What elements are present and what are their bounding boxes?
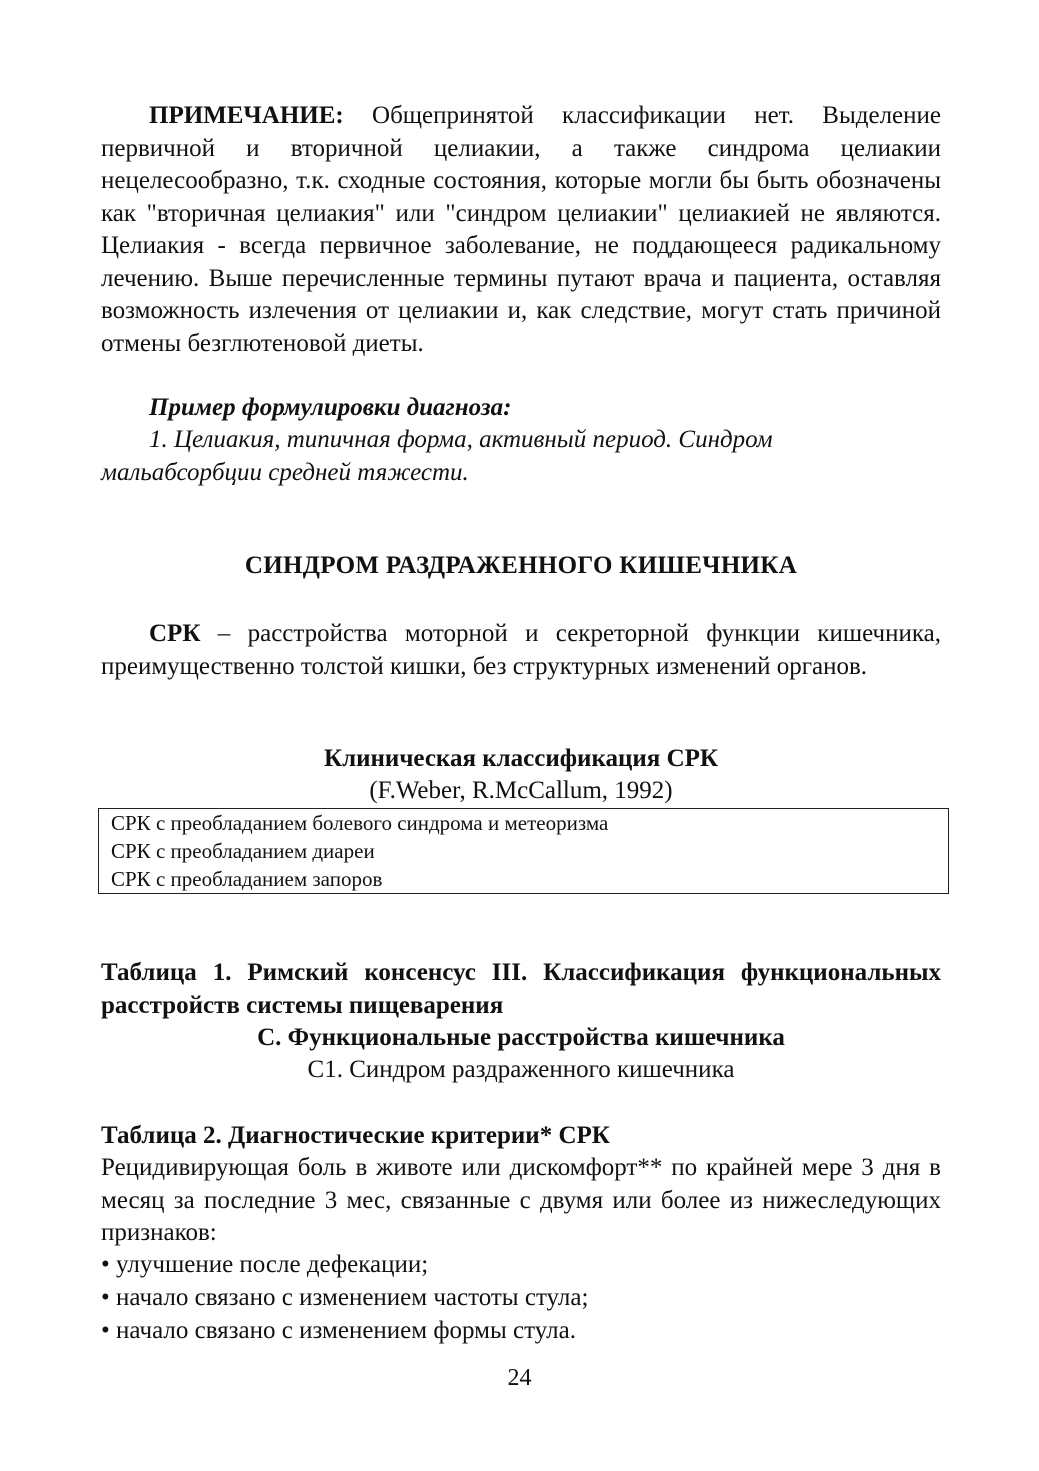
example-text: 1. Целиакия, типичная форма, активный период. Синдром мальабсорбции средней тяжести. <box>101 426 773 486</box>
criteria-bullet: • начало связано с изменением формы стула. <box>101 1315 941 1348</box>
note-text: Общепринятой классификации нет. Выделение первичной и вторичной целиакии, а также синдрома целиакии нецелесообразно, т.к. сходные состояния, которые могли бы быть обозначены как "вторичная целиакия" или "синдром целиакии" целиакией не являются. Целиакия - всегда первичное заболевание, не поддающееся радикальному лечению. Выше перечисленные термины путают врача и пациента, оставляя возможность излечения от целиакии и, как следствие, могут стать причиной отмены безглютеновой диеты. <box>101 102 941 357</box>
page-number: 24 <box>507 1365 532 1391</box>
criteria-bullet: • улучшение после дефекации; <box>101 1249 941 1282</box>
example-heading: Пример формулировки диагноза: <box>149 394 512 421</box>
note-paragraph <box>101 100 941 360</box>
classification-source: (F.Weber, R.McCallum, 1992) <box>369 777 673 804</box>
table2-text: Рецидивирующая боль в животе или дискомфорт** по крайней мере 3 дня в месяц за последние 3 мес, связанные с двумя или более из нижеследующих признаков: <box>101 1154 941 1246</box>
classification-title: Клиническая классификация СРК <box>323 745 719 772</box>
definition-text: – расстройства моторной и секреторной функции кишечника, преимущественно толстой кишки, без структурных изменений органов. <box>101 620 941 680</box>
section-title: СИНДРОМ РАЗДРАЖЕННОГО КИШЕЧНИКА <box>244 552 798 579</box>
table2-title: Таблица 2. Диагностические критерии* СРК <box>101 1122 610 1149</box>
classification-item: СРК с преобладанием болевого синдрома и метеоризма <box>111 811 609 835</box>
classification-box <box>98 808 949 894</box>
classification-item: СРК с преобладанием диареи <box>111 839 375 863</box>
table1-item: С1. Синдром раздраженного кишечника <box>307 1056 735 1083</box>
definition-term: СРК <box>149 620 201 647</box>
table1-subtitle: С. Функциональные расстройства кишечника <box>257 1024 785 1051</box>
criteria-bullet: • начало связано с изменением частоты стула; <box>101 1282 941 1315</box>
table1-title: Таблица 1. Римский консенсус III. Классификация функциональных расстройств системы пищеварения <box>101 959 941 1019</box>
note-label: ПРИМЕЧАНИЕ: <box>149 102 344 129</box>
classification-item: СРК с преобладанием запоров <box>111 867 383 891</box>
definition-paragraph <box>101 618 941 683</box>
